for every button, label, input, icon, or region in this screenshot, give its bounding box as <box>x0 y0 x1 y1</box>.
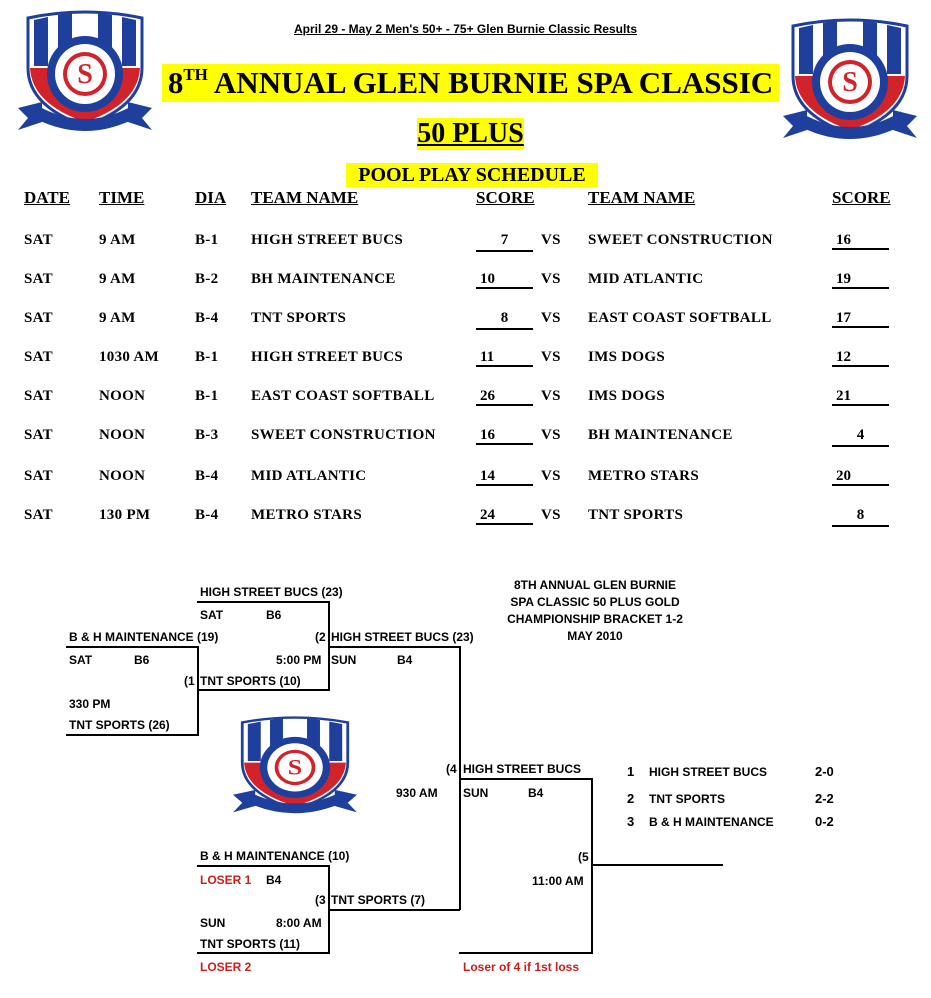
row-score-1: 16 <box>476 427 533 445</box>
row-score-2: 17 <box>832 310 889 328</box>
bracket-field: B4 <box>266 873 282 887</box>
row-date: SAT <box>24 271 53 287</box>
title-superscript: TH <box>183 65 208 84</box>
bracket-team: HIGH STREET BUCS <box>463 762 582 776</box>
row-score-2: 16 <box>832 232 889 250</box>
row-time: 9 AM <box>99 310 136 326</box>
row-score-1: 14 <box>476 468 533 486</box>
row-score-1: 8 <box>476 310 533 330</box>
division-title: 50 PLUS <box>417 118 524 149</box>
header-date: DATE <box>24 188 70 207</box>
row-team-1: MID ATLANTIC <box>251 468 367 484</box>
logo-letter: S <box>287 755 303 781</box>
row-vs: VS <box>541 271 561 287</box>
bracket-line <box>197 865 329 867</box>
row-score-2: 20 <box>832 468 889 486</box>
page-title <box>162 64 779 102</box>
row-vs: VS <box>541 507 561 523</box>
row-vs: VS <box>541 468 561 484</box>
bracket-line <box>459 952 592 954</box>
row-team-2: BH MAINTENANCE <box>588 427 733 443</box>
bracket-line <box>197 601 329 603</box>
row-team-1: EAST COAST SOFTBALL <box>251 388 435 404</box>
row-vs: VS <box>541 427 561 443</box>
bracket-loser-label: LOSER 1 <box>200 873 252 887</box>
row-diamond: B-3 <box>195 427 219 443</box>
bracket-line <box>197 952 329 954</box>
bracket-field: B4 <box>528 786 544 800</box>
row-date: SAT <box>24 468 53 484</box>
standing-record: 2-0 <box>815 764 834 779</box>
bracket-field: B6 <box>134 653 150 667</box>
schedule-title: POOL PLAY SCHEDULE <box>346 163 598 187</box>
row-diamond: B-1 <box>195 232 219 248</box>
logo-letter: S <box>842 67 858 98</box>
standing-team: B & H MAINTENANCE <box>649 815 774 829</box>
bracket-day: SUN <box>463 786 489 800</box>
bracket-team: HIGH STREET BUCS (23) <box>200 585 343 599</box>
row-team-1: BH MAINTENANCE <box>251 271 396 287</box>
standing-record: 2-2 <box>815 791 834 806</box>
row-time: NOON <box>99 468 146 484</box>
row-date: SAT <box>24 232 53 248</box>
spa-logo-center <box>233 716 357 814</box>
header-score-2: SCORE <box>832 188 891 207</box>
row-time: 9 AM <box>99 271 136 287</box>
bracket-team: TNT SPORTS (7) <box>331 893 426 907</box>
bracket-day: SAT <box>200 608 224 622</box>
bracket-time: 8:00 AM <box>276 916 322 930</box>
row-score-1: 11 <box>476 349 533 367</box>
bracket-team: TNT SPORTS (26) <box>69 718 170 732</box>
bracket-day: SAT <box>69 653 93 667</box>
row-score-1: 7 <box>476 232 533 252</box>
row-team-2: MID ATLANTIC <box>588 271 704 287</box>
bracket-team: B & H MAINTENANCE (19) <box>69 630 219 644</box>
row-team-2: EAST COAST SOFTBALL <box>588 310 772 326</box>
bracket-time: 930 AM <box>396 786 438 800</box>
row-team-1: SWEET CONSTRUCTION <box>251 427 436 443</box>
row-team-2: METRO STARS <box>588 468 699 484</box>
bracket-caption-line: MAY 2010 <box>567 629 623 643</box>
standing-rank: 2 <box>627 791 635 806</box>
row-team-1: HIGH STREET BUCS <box>251 232 404 248</box>
row-diamond: B-4 <box>195 310 219 326</box>
standing-rank: 1 <box>627 764 635 779</box>
row-score-1: 10 <box>476 271 533 289</box>
bracket-field: B4 <box>397 653 413 667</box>
row-time: NOON <box>99 427 146 443</box>
header-dia: DIA <box>195 188 227 207</box>
row-team-2: TNT SPORTS <box>588 507 684 523</box>
row-diamond: B-1 <box>195 388 219 404</box>
event-subtitle: April 29 - May 2 Men's 50+ - 75+ Glen Burnie Classic Results <box>294 22 637 36</box>
row-date: SAT <box>24 388 53 404</box>
bracket-day: SUN <box>200 916 226 930</box>
standing-record: 0-2 <box>815 814 834 829</box>
row-score-2: 21 <box>832 388 889 406</box>
bracket-line <box>197 689 329 691</box>
bracket-line <box>459 778 592 780</box>
title-rest: ANNUAL GLEN BURNIE SPA CLASSIC <box>207 65 774 100</box>
standing-team: TNT SPORTS <box>649 792 726 806</box>
bracket-team: HIGH STREET BUCS (23) <box>331 630 474 644</box>
bracket-game-number: (4 <box>446 762 457 776</box>
bracket-line <box>66 734 198 736</box>
standing-rank: 3 <box>627 814 635 829</box>
bracket-team: TNT SPORTS (10) <box>200 674 301 688</box>
bracket-time: 330 PM <box>69 697 111 711</box>
bracket-caption-line: SPA CLASSIC 50 PLUS GOLD <box>510 595 680 609</box>
bracket-loser-label: LOSER 2 <box>200 960 252 974</box>
row-vs: VS <box>541 232 561 248</box>
bracket-caption-line: 8TH ANNUAL GLEN BURNIE <box>513 578 676 592</box>
bracket-line <box>66 646 198 648</box>
bracket-line <box>591 778 593 954</box>
bracket-line <box>328 646 460 648</box>
row-score-2: 4 <box>832 427 889 447</box>
row-time: NOON <box>99 388 146 404</box>
bracket-team: TNT SPORTS (11) <box>200 937 301 951</box>
row-score-2: 19 <box>832 271 889 289</box>
header-team-name-2: TEAM NAME <box>588 188 696 207</box>
row-team-1: TNT SPORTS <box>251 310 347 326</box>
row-vs: VS <box>541 349 561 365</box>
bracket-time: 5:00 PM <box>276 653 322 667</box>
bracket-time: 11:00 AM <box>532 874 584 888</box>
row-date: SAT <box>24 349 53 365</box>
row-score-2: 12 <box>832 349 889 367</box>
row-date: SAT <box>24 427 53 443</box>
row-score-2: 8 <box>832 507 889 527</box>
row-time: 130 PM <box>99 507 151 523</box>
row-date: SAT <box>24 507 53 523</box>
row-team-1: HIGH STREET BUCS <box>251 349 404 365</box>
row-team-1: METRO STARS <box>251 507 362 523</box>
row-diamond: B-4 <box>195 507 219 523</box>
bracket-field: B6 <box>266 608 282 622</box>
header-score-1: SCORE <box>476 188 535 207</box>
bracket-line <box>328 909 460 911</box>
bracket-line <box>591 864 723 866</box>
header-team-name-1: TEAM NAME <box>251 188 359 207</box>
bracket-day: SUN <box>331 653 357 667</box>
row-time: 9 AM <box>99 232 136 248</box>
standing-team: HIGH STREET BUCS <box>649 765 768 779</box>
title-number: 8 <box>167 65 184 100</box>
row-diamond: B-2 <box>195 271 219 287</box>
bracket-caption-line: CHAMPIONSHIP BRACKET 1-2 <box>507 612 683 626</box>
row-diamond: B-4 <box>195 468 219 484</box>
bracket-game-number: (2 <box>315 630 326 644</box>
bracket-line <box>197 646 199 736</box>
row-time: 1030 AM <box>99 349 160 365</box>
bracket-caption <box>480 577 710 645</box>
bracket-note: Loser of 4 if 1st loss <box>463 960 580 974</box>
bracket-game-number: (5 <box>578 850 589 864</box>
row-date: SAT <box>24 310 53 326</box>
row-diamond: B-1 <box>195 349 219 365</box>
row-team-2: IMS DOGS <box>588 349 665 365</box>
row-team-2: IMS DOGS <box>588 388 665 404</box>
bracket-game-number: (3 <box>315 893 326 907</box>
header-time: TIME <box>99 188 145 207</box>
bracket-game-number: (1 <box>184 674 195 688</box>
row-score-1: 24 <box>476 507 533 525</box>
row-vs: VS <box>541 388 561 404</box>
row-team-2: SWEET CONSTRUCTION <box>588 232 773 248</box>
logo-letter: S <box>77 59 93 90</box>
row-score-1: 26 <box>476 388 533 406</box>
row-vs: VS <box>541 310 561 326</box>
bracket-team: B & H MAINTENANCE (10) <box>200 849 350 863</box>
